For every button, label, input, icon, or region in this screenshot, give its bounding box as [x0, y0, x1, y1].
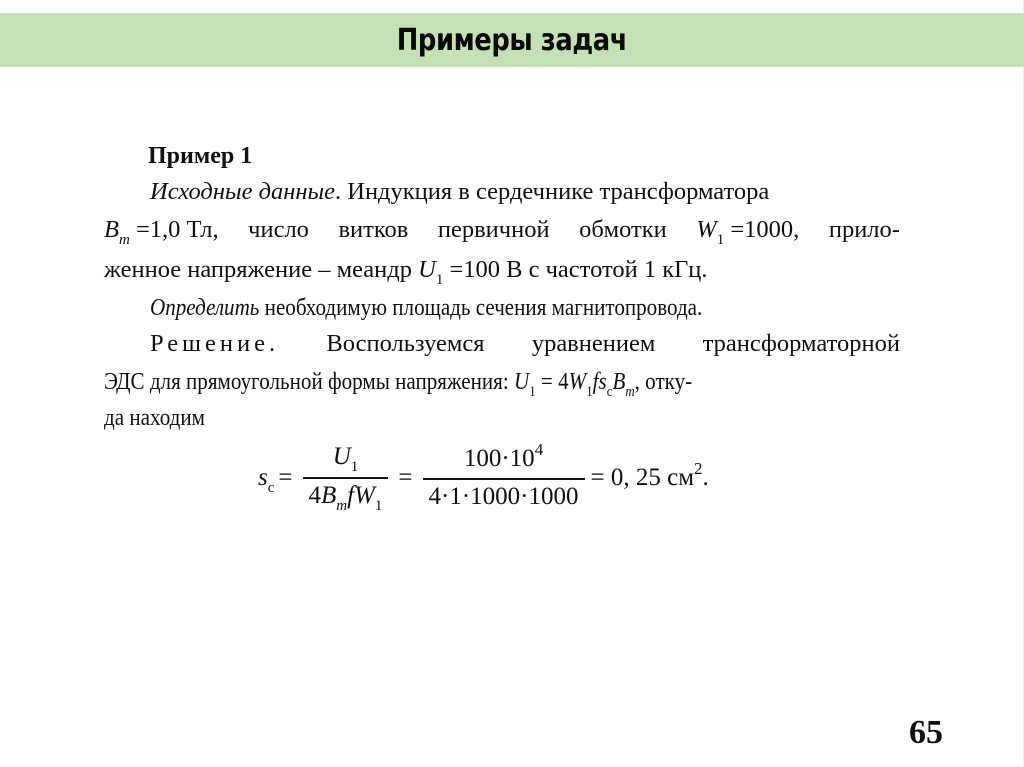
slide-title: Примеры задач — [396, 22, 628, 58]
fraction-symbolic: $\frac{U_1}{4B_mfW_1}$ — [303, 440, 389, 516]
page-number: 65 — [909, 714, 943, 751]
task-text: необходимую площадь сечения магнитопровода. — [259, 294, 703, 321]
solution-line-1: Решение. Воспользуемся уравнением трансформаторной — [150, 330, 900, 357]
task-line — [150, 294, 792, 322]
given-label: Исходные данные — [150, 178, 335, 205]
title-bar — [0, 13, 1024, 67]
given-line-1-text: . Индукция в сердечнике трансформатора — [335, 178, 770, 205]
solution-label: Решение. — [150, 330, 280, 357]
solution-line-2: ЭДС для прямоугольной формы напряжения: $U_1 = 4W_1fs_cB_m$, отку- — [104, 368, 693, 400]
formula-result: = 0, 25 $см^2$. — [590, 458, 709, 491]
task-label: Определить — [150, 294, 260, 321]
area-formula: $s_c$ = $\frac{U_1}{4B_mfW_1}$ = $\frac{100\cdot 10^4}{4\cdot 1\cdot 1000\cdot 1000}$ = 0, 25 $см^2$. — [258, 440, 709, 514]
solution-line-3: да находим — [104, 404, 205, 431]
given-line-1 — [150, 178, 900, 206]
example-heading: Пример 1 — [148, 143, 253, 169]
induction-value: $B_m =1,0$ Тл, — [104, 216, 219, 248]
given-line-3: женное напряжение – меандр $U_1 =100$ В с частотой 1 кГц. — [104, 256, 708, 288]
fraction-numeric: $\frac{100\cdot 10^4}{4\cdot 1\cdot 1000\cdot 1000}$ — [423, 442, 585, 514]
given-line-2: $B_m =1,0$ Тл, число витков первичной обмотки $W_1 =1000$, прило- — [104, 216, 900, 248]
turns-value: $W_1 =1000$, — [696, 216, 800, 248]
